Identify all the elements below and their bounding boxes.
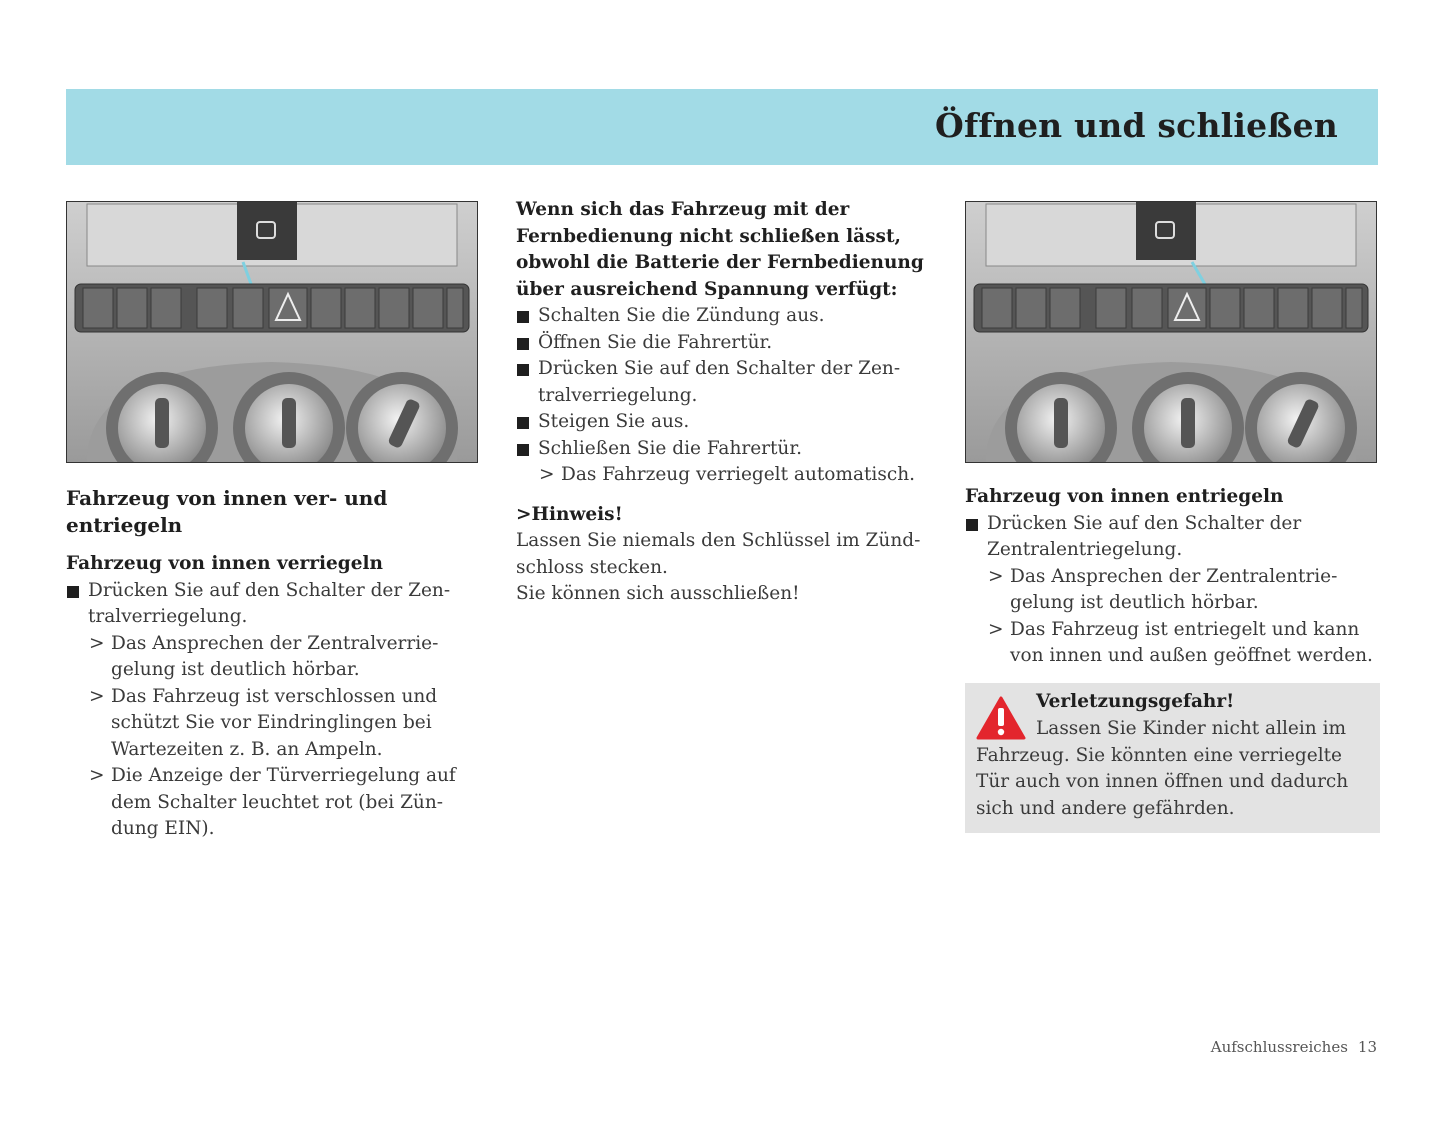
bullet-square-icon — [966, 519, 978, 531]
result-item: > Das Fahrzeug ist entriegelt und kann von innen und außen geöffnet werden. — [988, 618, 1373, 666]
page-footer — [1211, 1038, 1377, 1056]
step-item: Schalten Sie die Zündung aus. — [516, 303, 936, 330]
footer-section: Aufschlussreiches — [1210, 1038, 1348, 1056]
bullet-square-icon — [517, 364, 529, 376]
step-item: Drücken Sie auf den Schalter der Zentralentriegelung. — [965, 511, 1381, 564]
result-item: > Das Ansprechen der Zentralentrie- gelung ist deutlich hörbar. — [988, 565, 1338, 613]
note-line: Sie können sich ausschließen! — [516, 583, 800, 604]
page-number: 13 — [1357, 1038, 1377, 1056]
intro-line: über ausreichend Spannung verfügt: — [516, 278, 898, 300]
step-item: Steigen Sie aus. — [516, 409, 936, 436]
intro-line: Fernbedienung nicht schließen lässt, — [516, 225, 901, 247]
result-item: > Das Fahrzeug ist verschlossen und schützt Sie vor Eindringlingen bei Wartezeiten z. B. an Ampeln. — [89, 685, 438, 760]
bullet-square-icon — [517, 338, 529, 350]
note-title: >Hinweis! — [516, 503, 623, 525]
right-column — [965, 197, 1381, 670]
note-line: Lassen Sie niemals den Schlüssel im Zünd- — [516, 530, 921, 551]
subheading-unlock: Fahrzeug von innen entriegeln — [965, 486, 1284, 507]
warning-text: Lassen Sie Kinder nicht allein im Fahrzeug. Sie könnten eine verriegelte Tür auch von innen öffnen und dadurch sich und andere gefährden. — [976, 718, 1349, 819]
left-column — [66, 197, 486, 843]
bullet-square-icon — [517, 417, 529, 429]
dashboard-photo-lock — [66, 201, 478, 463]
result-item: > Das Fahrzeug verriegelt automatisch. — [539, 464, 916, 485]
step-item: Drücken Sie auf den Schalter der Zen- tralverriegelung. — [516, 356, 936, 409]
section-heading-cont: entriegeln — [66, 512, 183, 537]
result-item: > Das Ansprechen der Zentralverrie- gelung ist deutlich hörbar. — [89, 632, 439, 680]
step-item: Öffnen Sie die Fahrertür. — [516, 330, 936, 357]
subheading-lock: Fahrzeug von innen verriegeln — [66, 553, 383, 574]
step-item: Schließen Sie die Fahrertür. — [516, 436, 936, 463]
step-item: Drücken Sie auf den Schalter der Zen- tralverriegelung. — [66, 578, 486, 631]
middle-column — [516, 197, 936, 608]
page-title: Öffnen und schließen — [935, 106, 1338, 145]
intro-line: obwohl die Batterie der Fernbedienung — [516, 252, 924, 273]
warning-title: Verletzungsgefahr! — [1036, 691, 1235, 712]
bullet-square-icon — [517, 311, 529, 323]
bullet-square-icon — [517, 444, 529, 456]
section-heading: Fahrzeug von innen ver- und — [66, 486, 388, 510]
intro-line: Wenn sich das Fahrzeug mit der — [516, 199, 850, 220]
bullet-square-icon — [67, 586, 79, 598]
header-band — [66, 89, 1378, 165]
note-line: schloss stecken. — [516, 556, 668, 578]
warning-box — [965, 683, 1380, 833]
result-item: > Die Anzeige der Türverriegelung auf dem Schalter leuchtet rot (bei Zün- dung EIN). — [89, 765, 456, 839]
dashboard-photo-unlock — [965, 201, 1377, 463]
